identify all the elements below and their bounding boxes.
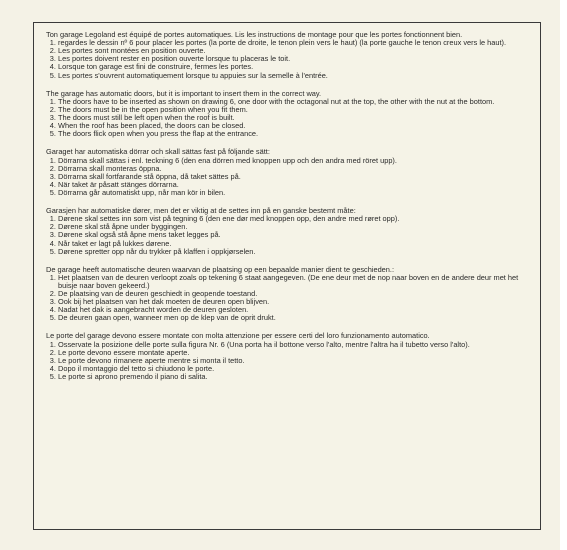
page-edge: [560, 0, 567, 550]
list-item: 3. Le porte devono rimanere aperte mentre si monta il tetto.: [58, 357, 526, 365]
list-item: 4. Lorsque ton garage est fini de construire, fermes les portes.: [58, 63, 526, 71]
section-english: [46, 90, 526, 139]
list-item: 5. Les portes s'ouvrent automatiquement lorsque tu appuies sur la semelle à l'entrée.: [58, 72, 526, 80]
list-item: 5. Dörrarna går automatiskt upp, når man kör in bilen.: [58, 189, 526, 197]
section-intro: Garaget har automatiska dörrar och skall sättas fast på följande sätt:: [46, 147, 270, 157]
list-item: 2. Dørene skal stå åpne under byggingen.: [58, 223, 526, 231]
list-item: 2. Le porte devono essere montate aperte.: [58, 349, 526, 357]
list-item: 2. Les portes sont montées en position ouverte.: [58, 47, 526, 55]
list-item: 3. The doors must still be left open when the roof is built.: [58, 114, 526, 122]
section-italian: [46, 332, 526, 381]
section-french: [46, 31, 526, 80]
list-item: 5. Dørene spretter opp når du trykker på klaffen i oppkjørselen.: [58, 248, 526, 256]
list-item: 3. Dørene skal også stå åpne mens taket legges på.: [58, 231, 526, 239]
section-intro: Le porte del garage devono essere montate con molta attenzione per essere certi del loro funzionamento automatico.: [46, 331, 430, 341]
list-item: 3. Ook bij het plaatsen van het dak moeten de deuren open blijven.: [58, 298, 526, 306]
list-item: 1. regardes le dessin nº 6 pour placer les portes (la porte de droite, le tenon plein vers le haut) (la porte gauche le tenon creux vers le haut).: [58, 39, 526, 47]
instruction-list: [46, 39, 526, 79]
list-item: 4. Nadat het dak is aangebracht worden de deuren gesloten.: [58, 306, 526, 314]
section-swedish: [46, 148, 526, 197]
list-item: 5. De deuren gaan open, wanneer men op de klep van de oprit drukt.: [58, 314, 526, 322]
list-item: 5. The doors flick open when you press the flap at the entrance.: [58, 130, 526, 138]
list-item: 4. Når taket er lagt på lukkes dørene.: [58, 240, 526, 248]
list-item: 2. Dörrarna skall monteras öppna.: [58, 165, 526, 173]
instruction-box: [33, 22, 541, 530]
instruction-list: [46, 274, 526, 323]
list-item: 1. Dörrarna skall sättas i enl. teckning 6 (den ena dörren med knoppen upp och den andra med röret upp).: [58, 157, 526, 165]
list-item: 3. Les portes doivent rester en position ouverte lorsque tu placeras le toit.: [58, 55, 526, 63]
list-item: 4. Dopo il montaggio del tetto si chiudono le porte.: [58, 365, 526, 373]
section-norwegian: [46, 207, 526, 256]
section-intro: De garage heeft automatische deuren waarvan de plaatsing op een bepaalde manier dient te geschieden.:: [46, 264, 395, 274]
section-intro: Garasjen har automatiske dører, men det er viktig at de settes inn på en ganske bestemt måte:: [46, 206, 356, 216]
list-item: 4. När taket är påsatt stänges dörrarna.: [58, 181, 526, 189]
list-item: 1. Dørene skal settes inn som vist på tegning 6 (den ene dør med knoppen opp, den andre med røret opp).: [58, 215, 526, 223]
instruction-list: [46, 98, 526, 138]
list-item: 1. The doors have to be inserted as shown on drawing 6, one door with the octagonal nut at the top, the other with the nut at the bottom.: [58, 98, 526, 106]
instruction-list: [46, 157, 526, 197]
section-intro: Ton garage Legoland est équipé de portes automatiques. Lis les instructions de montage pour que les portes fonctionnent bien.: [46, 30, 463, 39]
list-item: 2. De plaatsing van de deuren geschiedt in geopende toestand.: [58, 290, 526, 298]
list-item: 1. Het plaatsen van de deuren verloopt zoals op tekening 6 staat aangegeven. (De ene deur met de nop naar boven en de andere deur met het buisje naar boven gekeerd.): [58, 274, 526, 290]
section-intro: The garage has automatic doors, but it is important to insert them in the correct way.: [46, 88, 322, 98]
instruction-list: [46, 215, 526, 255]
instruction-content: [46, 31, 526, 391]
list-item: 4. When the roof has been placed, the doors can be closed.: [58, 122, 526, 130]
list-item: 5. Le porte si aprono premendo il piano di salita.: [58, 373, 526, 381]
section-dutch: [46, 266, 526, 323]
list-item: 3. Dörrarna skall fortfarande stå öppna, då taket sättes på.: [58, 173, 526, 181]
list-item: 1. Osservate la posizione delle porte sulla figura Nr. 6 (Una porta ha il bottone verso l'alto, mentre l'altra ha il tubetto verso l'alto).: [58, 341, 526, 349]
instruction-list: [46, 341, 526, 381]
list-item: 2. The doors must be in the open position when you fit them.: [58, 106, 526, 114]
